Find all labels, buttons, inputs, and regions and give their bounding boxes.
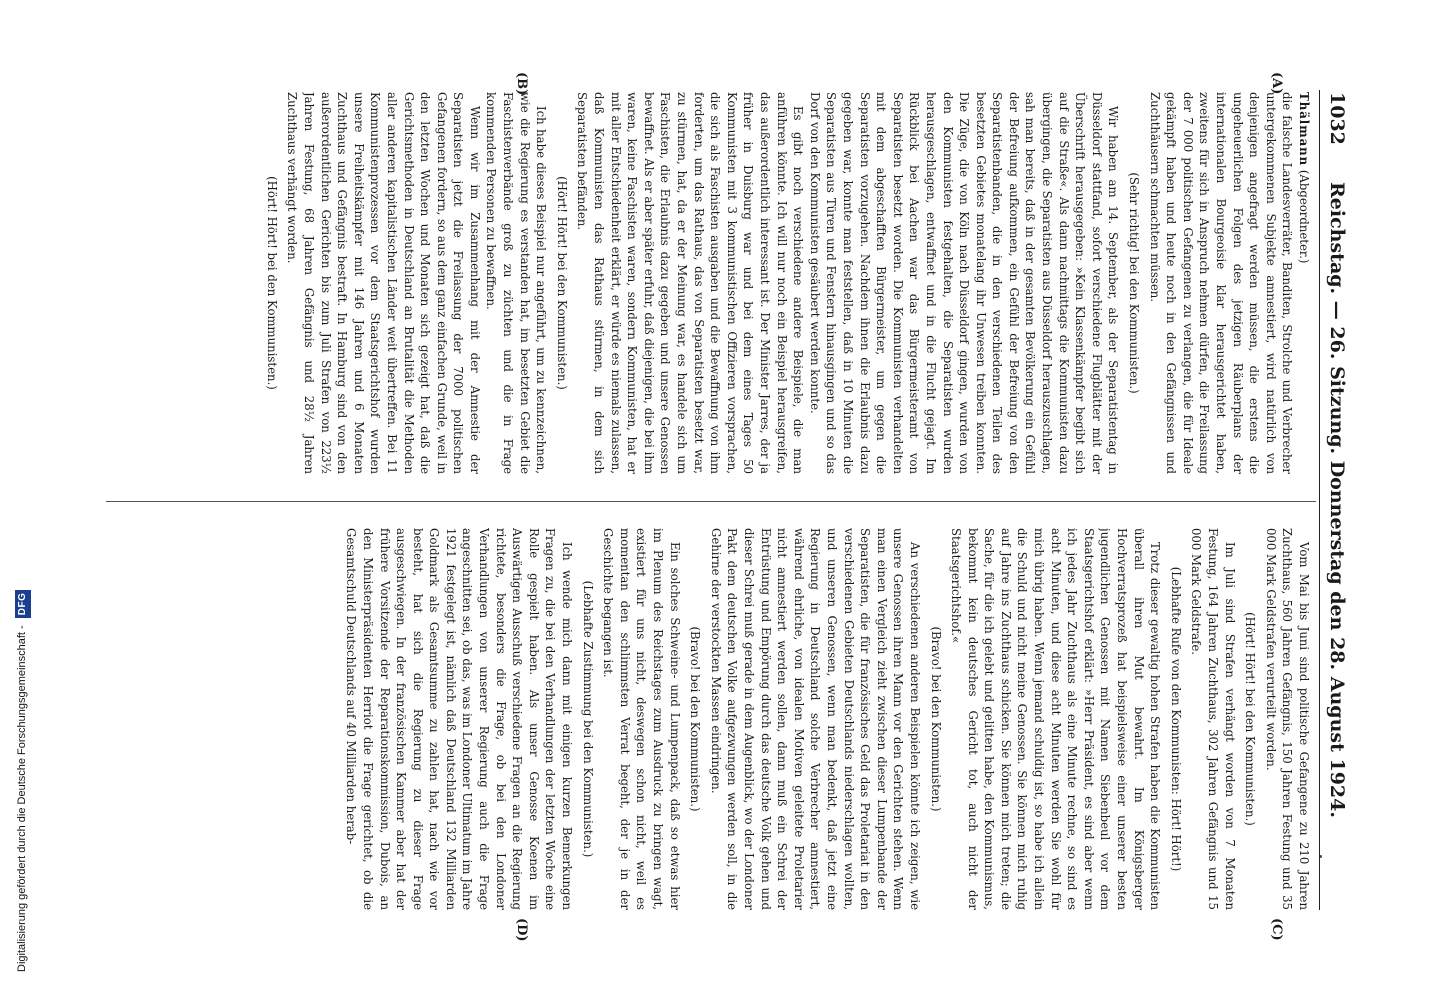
credit-text: Digitalisierung gefördert durch die Deutsche Forschungsgemeinschaft -: [16, 625, 28, 972]
interjection: (Hört! Hört! bei den Kommunisten.): [554, 176, 569, 390]
paragraph: Ich habe dieses Beispiel nur angeführt, um zu kennzeichnen, wie die Regierung es verstanden hat, im besetzten Gebiet die Faschistenverbände groß zu züchten und die in Frage kommenden Personen zu bewaffnen.: [484, 92, 549, 474]
header-title: Reichstag. — 26. Sitzung. Donnerstag den 28. August 1924.: [1326, 182, 1348, 818]
digitization-credit: [14, 0, 44, 1000]
left-column: [112, 92, 1312, 474]
interjection: (Lebhafte Zustimmung bei den Kommunisten.): [580, 580, 595, 858]
paragraph: Ich wende mich dann mit einigen kurzen Bemerkungen Fragen zu, die bei den Verhandlungen der letzten Woche eine Rolle gespielt haben. Als unser Genosse Koenen im Auswärtigen Ausschuß verschiedene Fragen an die Regierung richtete, besonders die Frage, ob bei den Londoner Verhandlungen von unserer Regierung auch die Frage angeschnitten sei, ob das, was im Londoner Ultimatum im Jahre 1921 festgelegt ist, nämlich daß Deutschland 132 Milliarden Goldmark als Gesamtsumme zu zahlen hat, nach wie vor besteht, hat sich die Regierung zu dieser Frage ausgeschwiegen. In der französischen Kammer aber hat der frühere Vorsitzende der Reparationskommission, Dubois, an den Ministerpräsidenten Herriot die Frage gerichtet, ob die Gesamtschuld Deutschlands auf 40 Milliarden herab-: [344, 528, 575, 910]
interjection: (Sehr richtig! bei den Kommunisten.): [1127, 172, 1142, 394]
paragraph: Wir haben am 14. September, als der Separatistentag in Düsseldorf stattfand, sofort verschiedene Flugblätter mit der Überschrift herausgegeben: »Kein Klassenkämpfer begibt sich auf die Straße«. Als dann nachmittags die Kommunisten dazu übergingen, die Separatisten aus Düsseldorf herauszuschlagen, sah man bereits, daß in der gesamten Bevölkerung ein Gefühl der Befreiung aufkommen, ein Gefühl der Befreiung von den Separatistenbanden, die in den verschiedenen Teilen des besetzten Gebietes monatelang ihr Unwesen treiben konnten. Die Züge, die von Köln nach Düsseldorf gingen, wurden von den Kommunisten festgehalten, die Separatisten wurden herausgeschlagen, entwaffnet und in die Flucht gejagt. Im Rückblick bei Aachen war das Bürgermeisteramt von Separatisten besetzt worden. Die Kommunisten verhandelten mit dem abgeschafften Bürgermeister, um gegen die Separatisten vorzugehen. Nachdem ihnen die Erlaubnis dazu gegeben war, konnte man feststellen, daß in 10 Minuten die Separatisten aus Türen und Fenstern hinausgingen und so das Dorf von den Kommunisten gesäubert werden konnte.: [807, 92, 1121, 474]
speaker-role: (Abgeordneter.): [1297, 169, 1311, 264]
page-number: 1032: [1326, 92, 1348, 145]
paragraph: Es gibt noch verschiedene andere Beispiele, die man anführen könnte. Ich will nur noch ein Beispiel herausgreifen, das außerordentlich interessant ist. Der Minister Jarres, der ja früher in Duisburg war und bei dem eines Tages 50 Kommunisten mit 3 kommunistischen Offizieren vorsprachen, die sich als Faschisten ausgaben und die Bewaffnung von ihm forderten, um das Rathaus, das von Separatisten besetzt war, zu stürmen, hat, da er der Meinung war, es handele sich um Faschisten, die Erlaubnis dazu gegeben und unsere Genossen bewaffnet. Als er aber später erfuhr, daß diejenigen, die bei ihm waren, keine Faschisten waren, sondern Kommunisten, hat er mit aller Entschiedenheit erklärt, er würde es niemals zulassen, daß Kommunisten das Rathaus stürmen, in dem sich Separatisten befänden.: [575, 92, 806, 474]
margin-marker-c: (C): [1269, 918, 1284, 941]
right-column: [112, 528, 1312, 910]
margin-marker-a: (A): [1269, 72, 1284, 95]
dfg-logo: DFG: [15, 590, 31, 619]
interjection: (Bravo! bei den Kommunisten.): [928, 626, 943, 812]
paragraph: Trotz dieser gewaltig hohen Strafen haben die Kommunisten überall ihren Mut bewahrt. Im Königsberger Hochverratsprozeß hat beispielsweise einer unserer besten jugendlichen Genossen mit Namen Siebenbeul vor dem Staatsgerichtshof erklärt: »Herr Präsident, es sind aber wenn ich jedes Jahr Zuchthaus als eine Minute rechne, so sind es acht Minuten, und diese acht Minuten werden Sie wohl für mich übrig haben. Wenn jemand schuldig ist, so habe ich allein die Schuld und nicht meine Genossen. Sie können mich ruhig auf Jahre ins Zuchthaus schicken. Sie können mich treten; die Sache, für die ich gelebt und gelitten habe, den Kommunismus, bekommt kein deutsches Gericht tot, auch nicht der Staatsgerichtshof.«: [949, 528, 1163, 910]
margin-marker-d: (D): [514, 918, 529, 942]
interjection: (Hört! Hört! bei den Kommunisten.): [1243, 612, 1258, 826]
interjection: (Hört! Hört! bei den Kommunisten.): [264, 176, 279, 390]
margin-marker-b: (B): [514, 72, 529, 96]
interjection: (Lebhafte Rufe von den Kommunisten: Hört! Hört!): [1168, 566, 1183, 872]
interjection: (Bravo! bei den Kommunisten.): [688, 626, 703, 812]
speaker-line: [1295, 92, 1312, 474]
paragraph: Vom Mai bis Juni sind politische Gefangene zu 210 Jahren Zuchthaus, 560 Jahren Gefängnis, 150 Jahren Festung und 35 000 Mark Geldstrafen verurteilt worden.: [1263, 528, 1311, 910]
running-header: [1322, 0, 1348, 1000]
header-rule: [1319, 90, 1320, 910]
paragraph: die falsche Landesverräter, Banditen, Strolche und Verbrecher untergekommenen Subjekte amnestiert, wird natürlich von denjenigen angefragt werden müssen, die erstens die ungeheuerlichen Folgen des jetzigen Räuberplans der internationalen Bourgeoisie klar herausgerichtet haben, zweitens für sich in Anspruch nehmen dürfen, die Freilassung der 7 000 politischen Gefangenen zu verlangen, die für Ideale gekämpft haben und heute noch in den Gefängnissen und Zuchthäusern schmachten müssen.: [1147, 92, 1295, 474]
column-divider: [106, 501, 1316, 502]
paragraph: Im Juli sind Strafen verhängt worden von 7 Monaten Festung, 164 Jahren Zuchthaus, 302 Jahren Gefängnis und 15 000 Mark Geldstrafe.: [1189, 528, 1237, 910]
paragraph: Ein solches Schweine- und Lumpenpack, daß so etwas hier im Plenum des Reichstages zum Ausdruck zu bringen wagt, existiert für uns nicht, deswegen schon nicht, weil es momentan den schlimmsten Verrat begeht, der je in der Geschichte begangen ist.: [601, 528, 682, 910]
credit-line: [14, 0, 30, 972]
speaker-name: Thälmann: [1297, 92, 1311, 167]
paragraph: An verschiedenen anderen Beispielen könnte ich zeigen, wie unsere Genossen ihren Mann vor den Gerichten stehen. Wenn man einen Vergleich zieht zwischen dieser Lumpenbande der Separatisten, die für französisches Geld das Proletariat in den verschiedenen Gebieten Deutschlands niederschlagen wollten, und unseren Genossen, wenn man bedenkt, daß jetzt eine Regierung in Deutschland solche Verbrecher amnestiert, während ehrliche, von idealen Motiven geleitete Proletarier nicht amnestiert werden sollen, dann muß ein Schrei der Entrüstung und Empörung durch das deutsche Volk gehen und dieser Schrei muß gerade in dem Augenblick, wo der Londoner Pakt dem deutschen Volke aufgezwungen werden soll, in die Gehirne der verstockten Massen eindringen.: [708, 528, 922, 910]
paragraph: Wenn wir im Zusammenhang mit der Amnestie der Separatisten jetzt die Freilassung der 7000 politischen Gefangenen fordern, so aus dem ganz einfachen Grunde, weil in den letzten Wochen und Monaten sich gezeigt hat, daß die Gerichtsmethoden in Deutschland an Brutalität die Methoden aller anderen kapitalistischen Länder weit übertreffen. Bei 11 Kommunistenprozessen vor dem Staatsgerichtshof wurden unsere Freiheitskämpfer mit 146 Jahren und 6 Monaten Zuchthaus und Gefängnis bestraft. In Hamburg sind von den außerordentlichen Gerichten bis zum Juli Strafen von 223½ Jahren Festung, 68 Jahren Gefängnis und 28½ Jahren Zuchthaus verhängt worden.: [285, 92, 482, 474]
